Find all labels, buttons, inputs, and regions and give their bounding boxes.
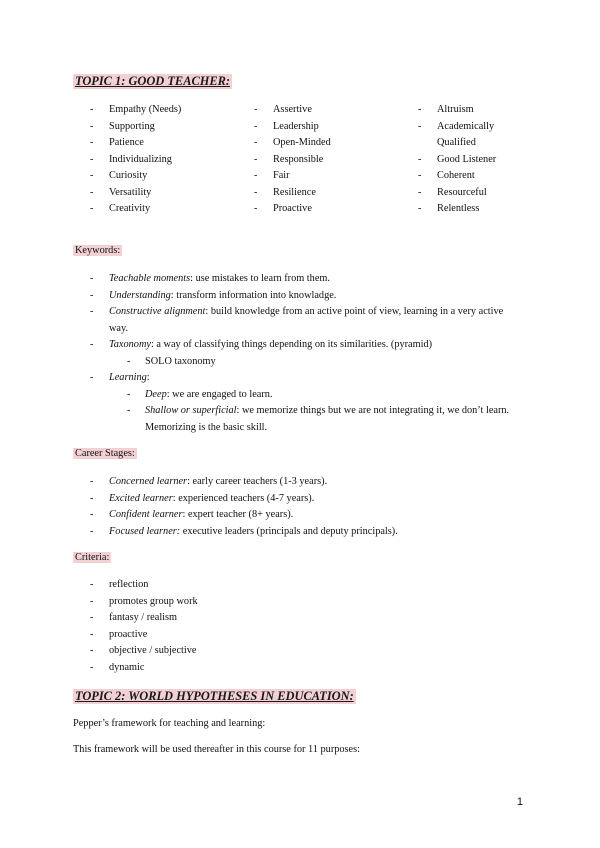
- list-item: - Coherent: [418, 170, 475, 181]
- list-item: - Fair: [254, 170, 290, 181]
- list-item: - Concerned learner: early career teachers (1-3 years).: [90, 476, 328, 487]
- list-item: - Constructive alignment: build knowledge from an active point of view, learning in a very active: [90, 306, 504, 317]
- traits-column-1: [90, 102, 250, 218]
- list-item: - proactive: [90, 628, 148, 640]
- traits-column-2: [254, 102, 414, 218]
- keywords-heading: Keywords:: [75, 245, 121, 256]
- list-item: - Assertive: [254, 104, 312, 115]
- list-item: - Patience: [90, 137, 144, 148]
- list-item: - Understanding: transform information into knowladge.: [90, 289, 337, 301]
- list-item: - Open-Minded: [254, 137, 331, 148]
- topic-2-title: TOPIC 2: WORLD HYPOTHESES IN EDUCATION:: [75, 689, 354, 703]
- sub-list-item-continuation: Memorizing is the basic skill.: [145, 421, 268, 433]
- list-item: - fantasy / realism: [90, 612, 178, 623]
- paragraph: This framework will be used thereafter in this course for 11 purposes:: [73, 744, 360, 755]
- list-item: - reflection: [90, 579, 149, 590]
- list-item: - Proactive: [254, 203, 312, 214]
- list-item: - Focused learner: executive leaders (principals and deputy principals).: [90, 525, 398, 537]
- list-item: - Learning:: [90, 372, 150, 383]
- list-item: - Excited learner: experienced teachers (4-7 years).: [90, 492, 315, 504]
- list-item: - Resilience: [254, 186, 316, 198]
- keywords-list: [90, 271, 530, 436]
- list-item: - Relentless: [418, 203, 480, 214]
- list-item: - Resourceful: [418, 186, 487, 198]
- list-item-continuation: way.: [109, 322, 129, 334]
- list-item: - Versatility: [90, 186, 152, 198]
- list-item: - Taxonomy: a way of classifying things depending on its similarities. (pyramid): [90, 339, 433, 350]
- list-item: - Curiosity: [90, 170, 148, 181]
- list-item: - Empathy (Needs): [90, 104, 182, 115]
- list-item: - Leadership: [254, 120, 319, 132]
- topic-1-title: TOPIC 1: GOOD TEACHER:: [75, 74, 231, 88]
- career-stages-heading: Career Stages:: [75, 448, 135, 459]
- list-item: - Altruism: [418, 104, 474, 115]
- list-item: - Creativity: [90, 203, 151, 214]
- list-item: Qualified: [437, 137, 476, 148]
- page-number: 1: [516, 796, 523, 808]
- criteria-list: [90, 577, 390, 676]
- career-stages-list: [90, 474, 530, 540]
- criteria-heading: Criteria:: [75, 552, 110, 563]
- list-item: - dynamic: [90, 661, 145, 673]
- sub-list-item: - Shallow or superficial: we memorize things but we are not integrating it, we don’t learn.: [127, 405, 510, 416]
- list-item: - Individualizing: [90, 153, 172, 165]
- list-item: - Supporting: [90, 120, 155, 132]
- sub-list-item: - SOLO taxonomy: [127, 355, 216, 367]
- list-item: - Confident learner: expert teacher (8+ years).: [90, 509, 294, 520]
- paragraph: Pepper’s framework for teaching and learning:: [73, 718, 266, 729]
- sub-list-item: - Deep: we are engaged to learn.: [127, 388, 273, 400]
- list-item: - promotes group work: [90, 595, 198, 607]
- list-item: - Responsible: [254, 153, 324, 165]
- list-item: - Good Listener: [418, 153, 497, 165]
- list-item: - objective / subjective: [90, 645, 197, 656]
- list-item: - Academically: [418, 120, 495, 132]
- traits-column-3: [418, 102, 538, 218]
- list-item: - Teachable moments: use mistakes to learn from them.: [90, 273, 330, 284]
